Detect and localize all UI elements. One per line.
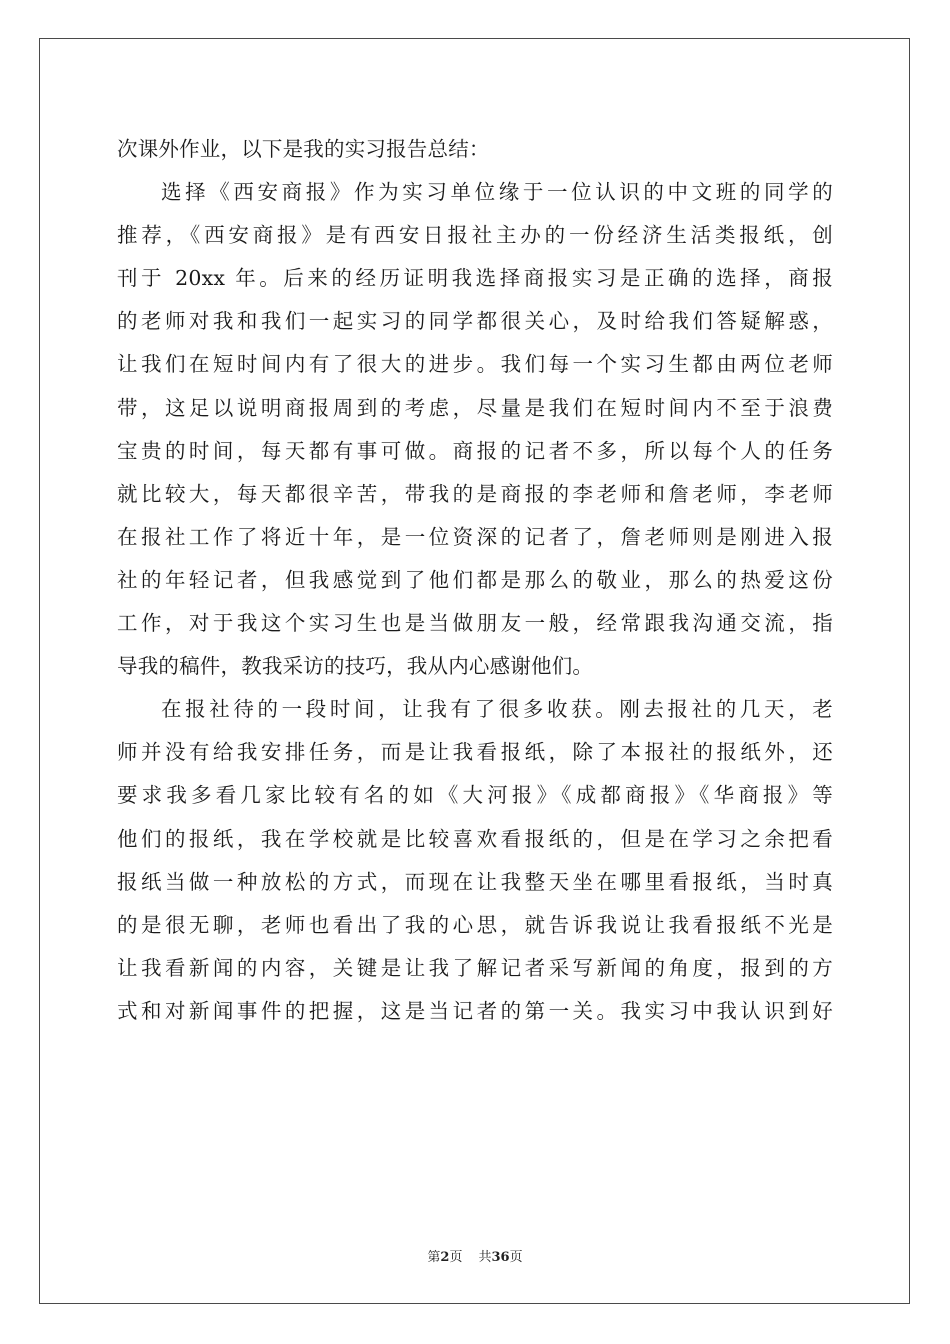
page-number: 2 <box>440 1250 450 1265</box>
paragraph-first-line: 在报社待的一段时间，让我有了很多收获。刚去报社的几天，老 <box>161 697 833 722</box>
page-prefix: 第 <box>427 1250 441 1265</box>
text-line: 式和对新闻事件的把握，这是当记者的第一关。我实习中我认识到好 <box>117 998 833 1023</box>
text-line: 宝贵的时间，每天都有事可做。商报的记者不多，所以每个人的任务 <box>117 438 833 463</box>
text-line: 师并没有给我安排任务，而是让我看报纸，除了本报社的报纸外，还 <box>117 740 833 765</box>
text-line: 他们的报纸，我在学校就是比较喜欢看报纸的，但是在学习之余把看 <box>117 826 833 851</box>
text-line: 社的年轻记者，但我感觉到了他们都是那么的敬业，那么的热爱这份 <box>117 567 833 592</box>
text-line: 带，这足以说明商报周到的考虑，尽量是我们在短时间内不至于浪费 <box>117 395 833 420</box>
text-line: 推荐，《西安商报》是有西安日报社主办的一份经济生活类报纸，创 <box>117 223 833 248</box>
page-footer <box>0 1246 950 1265</box>
text-line: 让我看新闻的内容，关键是让我了解记者采写新闻的角度，报到的方 <box>117 955 833 980</box>
text-line: 的是很无聊，老师也看出了我的心思，就告诉我说让我看报纸不光是 <box>117 912 833 937</box>
total-pages: 36 <box>491 1250 510 1265</box>
text-line: 导我的稿件，教我采访的技巧，我从内心感谢他们。 <box>117 654 594 679</box>
page-suffix: 页 <box>449 1250 463 1265</box>
text-line: 次课外作业，以下是我的实习报告总结： <box>117 137 490 161</box>
text-line: 的老师对我和我们一起实习的同学都很关心，及时给我们答疑解惑， <box>117 309 833 334</box>
text-line: 工作，对于我这个实习生也是当做朋友一般，经常跟我沟通交流，指 <box>117 611 833 636</box>
total-prefix: 共 <box>478 1250 492 1265</box>
total-suffix: 页 <box>509 1250 523 1265</box>
paragraph-first-line: 选择《西安商报》作为实习单位缘于一位认识的中文班的同学的 <box>161 180 833 205</box>
text-line: 要求我多看几家比较有名的如《大河报》《成都商报》《华商报》等 <box>117 783 833 808</box>
text-line: 就比较大，每天都很辛苦，带我的是商报的李老师和詹老师，李老师 <box>117 481 833 506</box>
text-line: 刊于 20xx 年。后来的经历证明我选择商报实习是正确的选择，商报 <box>117 266 833 291</box>
text-line: 让我们在短时间内有了很大的进步。我们每一个实习生都由两位老师 <box>117 352 833 377</box>
text-line: 在报社工作了将近十年，是一位资深的记者了，詹老师则是刚进入报 <box>117 524 833 549</box>
text-line: 报纸当做一种放松的方式，而现在让我整天坐在哪里看报纸，当时真 <box>117 869 833 894</box>
document-body <box>117 128 833 1033</box>
